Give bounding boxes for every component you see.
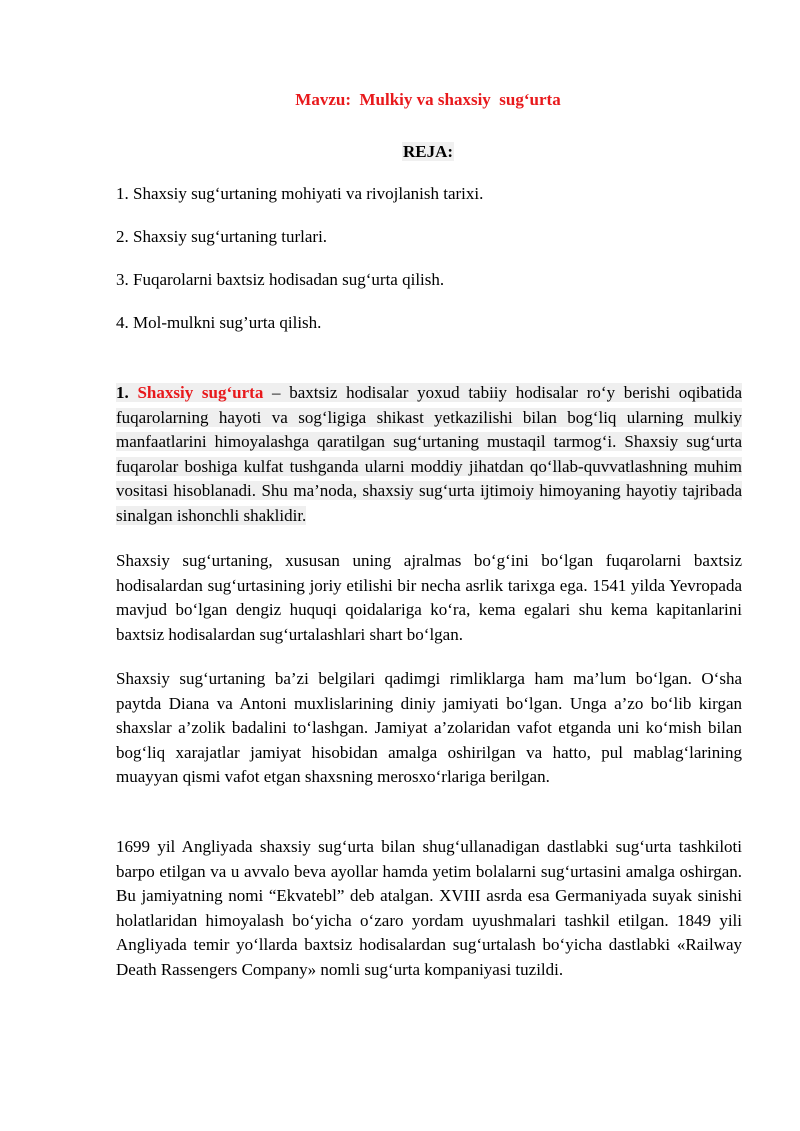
body-paragraph-1-text: Shaxsiy sug‘urtaning, xususan uning ajralmas bo‘g‘ini bo‘lgan fuqarolarni baxtsiz hodisalardan sug‘urtasining joriy etilishi bir necha asrlik tarixga ega. 1541 yilda Yevropada mavjud bo‘lgan dengiz huquqi qoidalariga ko‘ra, kema egalari shu kema kapitanlarini baxtsiz hodisalardan sug‘urtalashlari shart bo‘lgan. [116,551,742,644]
plan-heading [0,142,800,162]
body-paragraph-2-text: Shaxsiy sug‘urtaning ba’zi belgilari qadimgi rimliklarga ham ma’lum bo‘lgan. O‘sha paytda Diana va Antoni muxlislarining diniy jamiyati bo‘lgan. Unga a’zo bo‘lib kirgan shaxslar a’zolik badalini to‘lashgan. Jamiyat a’zolaridan vafot etganda uni ko‘mish bilan bog‘liq xarajatlar jamiyat hisobidan amalga oshirilgan va hatto, pul mablag‘larining muayyan qismi vafot etgan shaxsning merosxo‘rlariga berilgan. [116,669,742,786]
body-paragraph-1 [116,549,742,647]
plan-item-4: 4. Mol-mulkni sug’urta qilish. [116,313,322,332]
plan-heading-text: REJA: [402,142,454,161]
section-term: Shaxsiy sug‘urta [137,383,264,402]
section-1-text: – baxtsiz hodisalar yoxud tabiiy hodisalar ro‘y berishi oqibatida fuqarolarning hayoti va sog‘ligiga shikast yetkazilishi bilan bog‘liq ularning mulkiy manfaatlarini himoyalashga qaratilgan sug‘urtaning mustaqil tarmog‘i. Shaxsiy sug‘urta fuqarolar boshiga kulfat tushganda ularni moddiy jihatdan qo‘llab-quvvatlashning muhim vositasi hisoblanadi. Shu ma’noda, shaxsiy sug‘urta ijtimoiy himoyaning hayotiy tajribada sinalgan ishonchli shaklidir. [116,383,743,525]
plan-item-2: 2. Shaxsiy sug‘urtaning turlari. [116,227,328,246]
section-1-highlight [116,383,742,525]
body-paragraph-2 [116,667,742,790]
body-paragraph-3-text: 1699 yil Angliyada shaxsiy sug‘urta bilan shug‘ullanadigan dastlabki sug‘urta tashkiloti barpo etilgan va u avvalo beva ayollar hamda yetim bolalarni sug‘urtasini amalga oshirgan. Bu jamiyatning nomi “Ekvatebl” deb atalgan. XVIII asrda esa Germaniyada suyak sinishi holatlaridan himoyalash bo‘yicha o‘zaro yordam uyushmalari tashkil etilgan. 1849 yili Angliyada temir yo‘llarda baxtsiz hodisalardan sug‘urtalash bo‘yicha dastlabki «Railway Death Rassengers Company» nomli sug‘urta kompaniyasi tuzildi. [116,837,742,979]
plan-item-3: 3. Fuqarolarni baxtsiz hodisadan sug‘urta qilish. [116,270,445,289]
plan-item-1: 1. Shaxsiy sug‘urtaning mohiyati va rivojlanish tarixi. [116,184,484,203]
document-title: Mavzu: Mulkiy va shaxsiy sug‘urta [295,90,561,109]
body-paragraph-3 [116,835,742,982]
section-number: 1. [116,383,129,402]
section-1-paragraph [116,381,742,528]
